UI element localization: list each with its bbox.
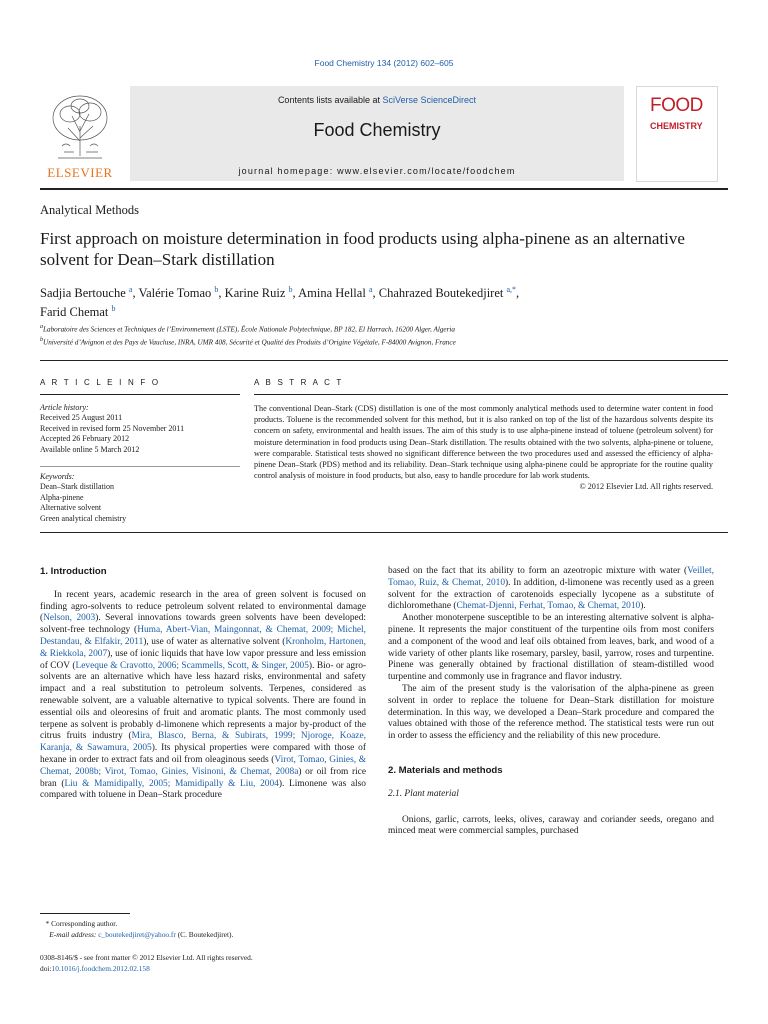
- author-name: Chahrazed Boutekedjiret $^{a,*}$: [378, 285, 517, 301]
- header-rule: [40, 188, 728, 190]
- alpha-pinene-paragraph: Another monoterpene susceptible to be an interesting alternative solvent is alpha-pinene. It represents the major constituent of the turpentine oils from most conifers and a component of the wood and leaf oils obtained from leaves, bark, and wood of a wide variety of other plants like rosemary, parsley, basil, yarrow, roses and turpentine. Pinene was generally obtained by fractional distillation of steam-distilled wood turpentine and commonly use in fragrance and flavor industry.: [388, 613, 714, 683]
- citation-link[interactable]: Nelson, 2003: [43, 613, 96, 624]
- author-name: Karine Ruiz $^b$: [224, 285, 293, 301]
- keyword: Alternative solvent: [40, 503, 102, 513]
- abstract-body: [254, 403, 713, 493]
- email-link[interactable]: c_boutekedjiret@yahoo.fr: [98, 930, 176, 939]
- methods-heading: 2. Materials and methods: [388, 764, 503, 776]
- article-title: First approach on moisture determination in food products using alpha-pinene as an alternative solvent for Dean–Stark distillation: [40, 229, 685, 269]
- keyword: Alpha-pinene: [40, 492, 84, 502]
- keyword: Dean–Stark distillation: [40, 482, 114, 492]
- introduction-continued-paragraph: [388, 566, 714, 613]
- citation-link[interactable]: Kronholm, Hartonen, & Riekkola, 2007: [40, 636, 367, 659]
- citation-link[interactable]: Leveque & Cravotto, 2006; Scammells, Scott, & Singer, 2005: [75, 660, 309, 671]
- author-affiliation-marker[interactable]: b: [111, 304, 116, 314]
- author-name: Amina Hellal $^a$: [298, 285, 373, 301]
- body-right-column: [388, 566, 714, 838]
- citation-link[interactable]: Chemat-Djenni, Ferhat, Tomao, & Chemat, 2010: [456, 601, 641, 612]
- paragraph-text: In recent years, academic research in the area of green solvent is focused on finding agro-solvents to reduce petroleum solvent related to environmental damage (: [40, 589, 366, 624]
- contents-availability: [130, 95, 624, 105]
- author-affiliation-marker[interactable]: b: [288, 285, 293, 294]
- affiliation-rule: [40, 360, 728, 361]
- paragraph-text: based on the fact that its ability to form an azeotropic mixture with water (: [388, 566, 688, 576]
- cover-title-food: FOOD: [650, 95, 703, 116]
- issn-doi: [40, 952, 370, 974]
- abstract-text: The conventional Dean–Stark (CDS) distillation is one of the most commonly analytical methods used to determine water content in food products. Toluene is the recommended solvent for this method, but it is also ranked on top of the list of the hazardous solvents despite its concern on safety, environmental and health issues. The aim of this study is to use alpha-pinene instead of toluene (petroleum solvent) for moisture determination in food products using Dean–Stark distillation. The results obtained with the two solvents, alpha-pinene or toluene, were comparable. Statistical tests showed no significant difference between the two procedures used and assessed the efficiency of alpha-pinene Dean–Stark (PDS) method and its reliability. Dean–Stark technique using alpha-pinene could be appropriate for the routine quality control analysis of moisture in food products, but also, easy to handle procedure for lab work students.: [254, 404, 713, 481]
- history-list: [40, 413, 240, 455]
- elsevier-wordmark: ELSEVIER: [47, 165, 113, 180]
- citation-link[interactable]: Veillet, Tomao, Ruiz, & Chemat, 2010: [388, 566, 714, 588]
- article-section-type: Analytical Methods: [40, 203, 139, 217]
- author-affiliation-marker[interactable]: b: [214, 285, 219, 294]
- affiliations: [40, 322, 730, 349]
- abstract-rule: [254, 394, 728, 395]
- footnote-rule: [40, 913, 130, 914]
- citation-link[interactable]: Liu & Mamidipally, 2005; Mamidipally & Liu, 2004: [64, 778, 279, 789]
- keyword: Green analytical chemistry: [40, 513, 127, 523]
- journal-homepage[interactable]: journal homepage: www.elsevier.com/locate/foodchem: [238, 166, 516, 176]
- body-left-column: [40, 566, 366, 802]
- citation-link[interactable]: Huma, Abert-Vian, Maingonnat, & Chemat, 2009; Michel, Destandau, & Elfakir, 2011: [40, 625, 366, 647]
- history-entry: Received in revised form 25 November 2011: [40, 423, 185, 433]
- author-affiliation-marker[interactable]: a: [128, 285, 133, 294]
- history-entry: Received 25 August 2011: [40, 413, 123, 423]
- cover-title-chemistry: CHEMISTRY: [650, 121, 703, 131]
- citation-link[interactable]: Virot, Tomao, Ginies, & Chemat, 2008b; Virot, Tomao, Ginies, Visinoni, & Chemat, 2008a: [40, 754, 366, 777]
- paragraph-text: ), use of ionic liquids that have low vapor pressure and less emission of COV (: [40, 648, 366, 671]
- sciencedirect-link[interactable]: SciVerse ScienceDirect: [382, 95, 477, 105]
- paragraph-text: ) or oil from rice bran (: [40, 766, 367, 789]
- keyword-list: [40, 482, 240, 524]
- article-info-heading: A R T I C L E I N F O: [40, 378, 161, 387]
- plant-material-heading: 2.1. Plant material: [388, 788, 459, 799]
- aim-paragraph: The aim of the present study is the valorisation of the alpha-pinene as green solvent in order to replace the toluene for Dean–Stark distillation for moisture determination. In this way, we developed a Dean–Stark procedure and compared the values obtained with those of the reference method. The statistical tests were run out in order to assess the efficiency and the reliability of this new procedure.: [388, 683, 714, 742]
- article-info-rule: [40, 394, 240, 395]
- paragraph-text: ).: [640, 601, 646, 612]
- author-affiliation-marker[interactable]: a: [368, 285, 373, 294]
- issn-line: 0308-8146/$ - see front matter © 2012 Elsevier Ltd. All rights reserved.: [40, 953, 253, 962]
- doi-link[interactable]: 10.1016/j.foodchem.2012.02.158: [51, 964, 150, 973]
- author-name: Farid Chemat $^b$: [40, 304, 116, 320]
- corresponding-footnote: [40, 918, 370, 940]
- author-name: Sadjia Bertouche $^a$: [40, 285, 133, 301]
- paragraph-text: ), use of water as alternative solvent (: [143, 636, 286, 647]
- paragraph-text: ). In addition, d-limonene was recently used as a green solvent for the extraction of carotenoids especially lycopene as a substitute of dichloromethane (: [388, 577, 714, 612]
- author-affiliation-marker[interactable]: a,*: [506, 285, 517, 294]
- affiliation-a: $^a$Laboratoire des Sciences et Techniques de l’Environnement (LSTE), École Nationale Polytechnique, BP 182, El Harrach, 16200 Alger, Algeria: [40, 324, 456, 334]
- history-entry: Available online 5 March 2012: [40, 444, 140, 454]
- paragraph-text: ). Bio- or agro-solvents are an alternative which have less hazard risks, environmental and safety impact and a real substitution to petroleum solvents. Terpenes, considered as renewable solvent, are a valuable alternative to typical solvents. There are found in essential oils and oleoresins of fruit and aromatic plants. The most commonly used terpene as solvent is probably d-limonene which represents a major by-product of the citrus fruits industry (: [40, 660, 367, 742]
- abstract-copyright: © 2012 Elsevier Ltd. All rights reserved.: [579, 482, 713, 492]
- keywords-divider: [40, 466, 240, 467]
- introduction-paragraph: [40, 590, 366, 802]
- email-note: E-mail address: c_boutekedjiret@yahoo.fr (C. Boutekedjiret).: [49, 930, 234, 939]
- author-list: Sadjia Bertouche $^a$, Valérie Tomao $^b$, Karine Ruiz $^b$, Amina Hellal $^a$, Chahrazed Boutekedjiret $^{a,*}$, Farid Chemat $^b$: [40, 285, 520, 320]
- corresponding-author-note: * Corresponding author.: [40, 919, 118, 928]
- abstract-heading: A B S T R A C T: [254, 378, 344, 387]
- journal-title: Food Chemistry: [313, 120, 441, 140]
- author-name: Valérie Tomao $^b$: [138, 285, 219, 301]
- plant-material-paragraph: Onions, garlic, carrots, leeks, olives, caraway and coriander seeds, oregano and minced meat were commercial samples, purchased: [388, 814, 714, 837]
- paragraph-text: ). Its physical properties were compared with those of hexane in order to extract fats and oil from oleaginous seeds (: [40, 743, 366, 765]
- keywords: [40, 472, 240, 524]
- paragraph-text: ). Several innovations towards green solvents have been developed: solvent-free technology (: [40, 613, 366, 636]
- introduction-heading: 1. Introduction: [40, 566, 107, 577]
- history-label: Article history:: [40, 403, 89, 412]
- citation-link[interactable]: Mira, Blasco, Berna, & Subirats, 1999; Njoroge, Koaze, Karanja, & Sawamura, 2005: [40, 731, 366, 754]
- doi-line: doi:10.1016/j.foodchem.2012.02.158: [40, 964, 150, 973]
- journal-reference[interactable]: Food Chemistry 134 (2012) 602–605: [314, 58, 454, 68]
- keywords-label: Keywords:: [40, 472, 75, 481]
- affiliation-b: $^b$Université d’Avignon et des Pays de Vaucluse, INRA, UMR 408, Sécurité et Qualité des Produits d’Origine Végétale, F-84000 Avignon, France: [40, 337, 456, 347]
- paragraph-text: ). Limonene was also compared with toluene in Dean–Stark procedure: [40, 778, 366, 801]
- contents-prefix: Contents lists available at: [277, 95, 383, 105]
- article-history: [40, 403, 240, 455]
- history-entry: Accepted 26 February 2012: [40, 434, 130, 444]
- abstract-bottom-rule: [40, 532, 728, 533]
